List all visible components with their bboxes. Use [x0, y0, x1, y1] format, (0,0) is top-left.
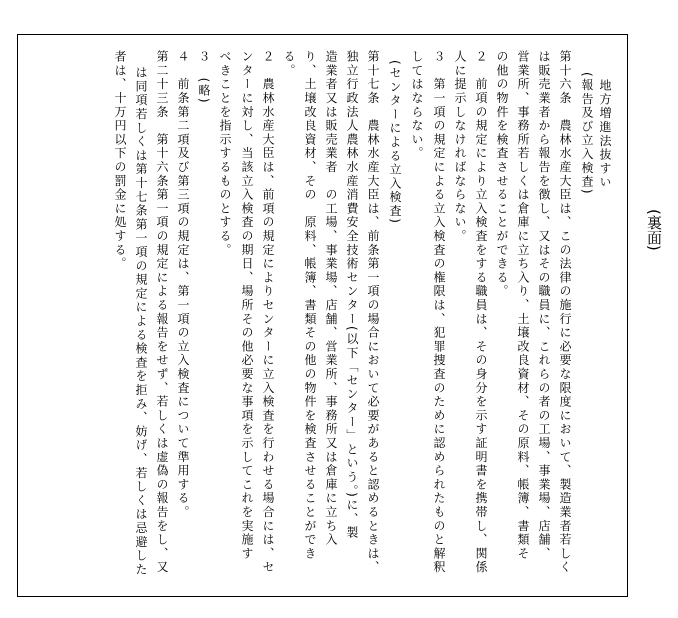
- reverse-side-label: (裏面): [645, 209, 663, 251]
- text-line: 人に提示しなければならない。: [453, 50, 467, 244]
- text-line: 営業所、事務所若しくは倉庫に立ち入り、土壌改良資材、その原料、帳簿、書類そ: [516, 50, 530, 561]
- text-line: してはならない。: [410, 50, 424, 161]
- text-line: 第二十三条 第十六条第一項の規定による報告をせず、若しくは虚偽の報告をし、又: [155, 50, 169, 575]
- section-heading: (報告及び立入検査): [580, 72, 594, 196]
- document-title: 地方増進法抜すい: [598, 79, 612, 190]
- text-line: 者は、十万円以下の罰金に処する。: [113, 50, 127, 271]
- text-line: ４ 前条第二項及び第三項の規定は、第一項の立入検査について準用する。: [176, 50, 190, 520]
- text-line: り、土壌改良資材、その 原料、帳簿、書類その他の物件を検査させることができ: [303, 50, 317, 561]
- text-line: べきことを指示するものとする。: [218, 50, 232, 257]
- section-heading: (センターによる立入検査): [388, 60, 402, 225]
- text-line: 第十七条 農林水産大臣は、前条第一項の場合において必要があると認めるときは、: [366, 50, 380, 575]
- text-line: は販売業者から報告を徴し、又はその職員に、これらの者の工場、事業場、店舗、: [537, 50, 551, 561]
- text-line: は同項若しくは第十七条第一項の規定による検査を拒み、妨げ、若しくは忌避した: [134, 66, 148, 577]
- text-line: ンターに対し、当該立入検査の期日、場所その他必要な事項を示してこれを実施す: [240, 50, 254, 561]
- text-line: ２ 農林水産大臣は、前項の規定によりセンターに立入検査を行わせる場合には、セ: [261, 50, 275, 575]
- text-line: ３ (略): [197, 50, 211, 105]
- text-line: の他の物件を検査させることができる。: [495, 50, 509, 299]
- text-line: る。: [282, 50, 296, 78]
- text-line: ３ 第一項の規定による立入検査の権限は、犯罪捜査のために認められたものと解釈: [432, 50, 446, 575]
- text-line: 造業者又は販売業者 の工場、事業場、店舗、営業所、事務所又は倉庫に立ち入: [324, 50, 338, 547]
- text-line: 独立行政法人農林水産消費安全技術センター(以下「センター」という。)に、製: [345, 50, 359, 540]
- text-line: ２ 前項の規定により立入検査をする職員は、その身分を示す証明書を携帯し、関係: [474, 50, 488, 575]
- text-line: 第十六条 農林水産大臣は、この法律の施行に必要な限度において、製造業者若しく: [558, 50, 572, 575]
